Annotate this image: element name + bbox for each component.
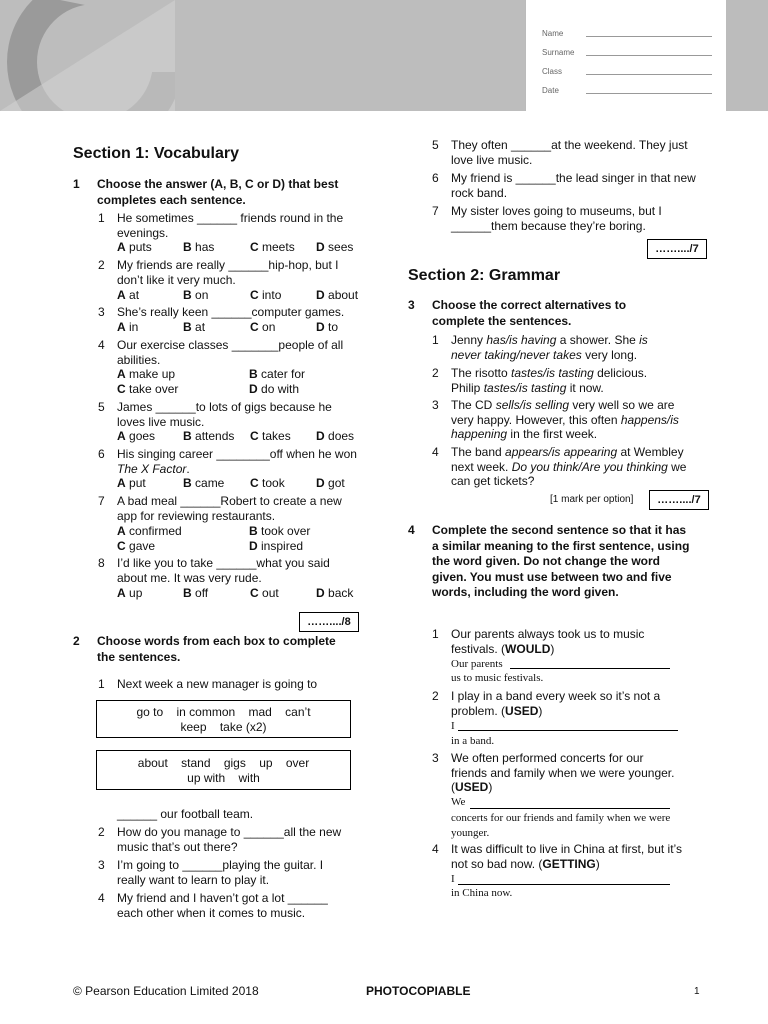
t4-item-1: 1 Our parents always took us to music festivals. (WOULD) xyxy=(432,627,645,656)
option-a[interactable]: goes xyxy=(129,429,156,443)
word-box-1-line-1: go to in common mad can’t xyxy=(136,705,311,719)
name-field[interactable] xyxy=(586,36,712,37)
item-number: 2 xyxy=(432,366,439,380)
task3-instruction: Choose the correct alternatives to complete the sentences. xyxy=(432,298,627,328)
task3-number: 3 xyxy=(408,298,415,312)
option-b[interactable]: off xyxy=(195,586,209,600)
t4-item-3-end: concerts for our friends and family when we were younger. xyxy=(451,812,671,839)
t2-item-3 xyxy=(98,858,363,888)
task2-number: 2 xyxy=(73,634,80,648)
item-text: I’d like you to take ______what you said about me. It was very rude. xyxy=(117,556,330,585)
item-number: 1 xyxy=(432,333,439,347)
item-text: My friends are really ______hip-hop, but I don’t like it very much. xyxy=(117,258,339,287)
t1-item-8 xyxy=(98,556,363,586)
task2-instruction: Choose words from each box to complete the sentences. xyxy=(97,634,336,664)
t3-item-4 xyxy=(432,445,702,491)
item-number: 6 xyxy=(98,447,105,461)
item-number: 2 xyxy=(98,825,105,839)
item-text: How do you manage to ______all the new music that’s out there? xyxy=(117,825,342,854)
item-number: 8 xyxy=(98,556,105,570)
t4-item-3-answer-line[interactable] xyxy=(470,797,670,809)
t2-item-7 xyxy=(432,204,702,234)
item-number: 3 xyxy=(98,858,105,872)
option-d[interactable]: got xyxy=(328,476,345,490)
option-a[interactable]: put xyxy=(129,476,146,490)
t4-item-3: 3 We often performed concerts for our friends and family when we were younger. (USED) xyxy=(432,751,675,794)
key-word: USED xyxy=(455,780,489,794)
t3-item-3 xyxy=(432,398,702,444)
item-text: They often ______at the weekend. They just love live music. xyxy=(451,138,688,167)
item-text: She’s really keen ______computer games. xyxy=(117,305,345,319)
item-text: Our exercise classes _______people of all abilities. xyxy=(117,338,344,367)
item-text-italic: The X Factor xyxy=(117,461,187,476)
task2-heading xyxy=(73,634,363,666)
item-text: Jenny xyxy=(451,333,487,347)
option-a[interactable]: in xyxy=(129,320,139,334)
item-number: 3 xyxy=(432,398,439,412)
alternative-choice[interactable]: tastes/is tasting xyxy=(511,366,594,380)
item-text: Our parents always took us to music festivals. xyxy=(451,627,645,656)
name-row xyxy=(542,29,712,38)
option-a[interactable]: confirmed xyxy=(129,524,182,538)
t2-item-5 xyxy=(432,138,702,168)
item-number: 7 xyxy=(98,494,105,508)
t1-item-3 xyxy=(98,305,363,321)
key-word: USED xyxy=(505,703,539,718)
item-text: it now. xyxy=(566,380,604,395)
option-d[interactable]: about xyxy=(328,288,359,302)
task1-instruction: Choose the answer (A, B, C or D) that best completes each sentence. xyxy=(97,177,339,207)
task4-instruction: Complete the second sentence so that it has a similar meaning to the first sentence, using the word given. Do not change the word given. You must use between two and five words, including the word given. xyxy=(432,523,690,599)
class-row xyxy=(542,67,712,76)
item-text: He sometimes ______ friends round in the evenings. xyxy=(117,211,344,240)
t3-item-1 xyxy=(432,333,702,363)
word-box-2 xyxy=(96,750,351,790)
item-number: 3 xyxy=(432,751,439,765)
item-number: 4 xyxy=(98,338,105,352)
item-number: 6 xyxy=(432,171,439,185)
t4-item-2-answer-line[interactable] xyxy=(458,719,678,731)
t1-item-7 xyxy=(98,494,363,524)
t4-item-3-start: We xyxy=(451,796,466,808)
item-text: The band xyxy=(451,445,506,459)
key-word: GETTING xyxy=(542,856,596,871)
item-text: The CD xyxy=(451,398,496,412)
option-c[interactable]: out xyxy=(262,586,279,600)
item-number: 5 xyxy=(98,400,105,414)
task1-heading xyxy=(73,177,363,209)
item-text: very well so we are very happy. However, this often xyxy=(451,398,675,427)
task1-number: 1 xyxy=(73,177,80,191)
section1-title: Section 1: Vocabulary xyxy=(73,145,239,162)
task4-heading xyxy=(408,523,708,618)
task3-score-box[interactable]: ……..../7 xyxy=(649,490,709,510)
alternative-choice[interactable]: has/is having xyxy=(486,333,557,347)
item-text: I play in a band every week so it’s not a problem. xyxy=(451,689,661,718)
surname-field[interactable] xyxy=(586,55,712,56)
t4-item-4-end: in China now. xyxy=(451,887,513,899)
item-text: My sister loves going to museums, but I ______them because they’re boring. xyxy=(451,204,662,233)
t2-item-1-end: ______ our football team. xyxy=(117,807,254,821)
word-box-1 xyxy=(96,700,351,738)
item-text: We often performed concerts for our friends and family when we were younger. xyxy=(451,751,675,780)
key-word: WOULD xyxy=(505,641,551,656)
option-c[interactable]: meets xyxy=(262,240,295,254)
option-b[interactable]: came xyxy=(195,476,225,490)
option-c[interactable]: took xyxy=(262,476,285,490)
alternative-choice[interactable]: tastes/is tasting xyxy=(483,380,567,395)
task4-number: 4 xyxy=(408,523,415,537)
item-text: My friend and I haven’t got a lot ______ each other when it comes to music. xyxy=(117,891,328,920)
mark-note: [1 mark per option] xyxy=(550,494,634,505)
item-number: 7 xyxy=(432,204,439,218)
t1-item-5 xyxy=(98,400,363,430)
item-text-end: . xyxy=(186,461,190,476)
task2-score-box[interactable]: ……..../7 xyxy=(647,239,707,259)
surname-row xyxy=(542,48,712,57)
alternative-choice[interactable]: appears/is appearing xyxy=(505,445,618,459)
option-a[interactable]: up xyxy=(129,586,143,600)
option-d[interactable]: to xyxy=(328,320,339,334)
item-text: His singing career ________off when he won xyxy=(117,447,357,461)
option-d[interactable]: inspired xyxy=(261,539,304,553)
option-c[interactable]: on xyxy=(262,320,276,334)
t1-item-1 xyxy=(98,211,363,241)
option-a[interactable]: at xyxy=(129,288,140,302)
date-field[interactable] xyxy=(586,93,712,94)
word-box-2-line-1: about stand gigs up over xyxy=(137,756,310,770)
item-text: James ______to lots of gigs because he loves live music. xyxy=(117,400,332,429)
item-number: 4 xyxy=(432,842,439,856)
t3-item-2 xyxy=(432,366,702,396)
task1-score-box[interactable]: ……..../8 xyxy=(299,612,359,632)
item-number: 1 xyxy=(98,211,105,225)
t4-item-1-answer-line[interactable] xyxy=(510,657,670,669)
item-text: in the first week. xyxy=(507,427,598,441)
name-label: Name xyxy=(542,29,564,38)
t2-item-6 xyxy=(432,171,702,201)
item-text: at Wembley next week. xyxy=(451,445,684,474)
item-text: The risotto xyxy=(451,366,512,380)
option-a[interactable]: puts xyxy=(129,240,152,254)
option-b[interactable]: on xyxy=(195,288,209,302)
footer-photocopiable: PHOTOCOPIABLE xyxy=(366,984,471,998)
option-d[interactable]: do with xyxy=(261,382,300,396)
option-c[interactable]: takes xyxy=(262,429,291,443)
item-text: My friend is ______the lead singer in that new rock band. xyxy=(451,171,696,200)
item-text: I’m going to ______playing the guitar. I really want to learn to play it. xyxy=(117,858,324,887)
task3-heading xyxy=(408,298,708,330)
t4-item-2: 2 I play in a band every week so it’s not a problem. (USED) xyxy=(432,689,661,718)
option-d[interactable]: sees xyxy=(328,240,354,254)
t1-item-6 xyxy=(98,447,363,477)
t4-item-2-end: in a band. xyxy=(451,735,495,747)
date-label: Date xyxy=(542,86,559,95)
t2-item-1-start xyxy=(98,677,363,693)
t1-item-2 xyxy=(98,258,363,288)
item-number: 3 xyxy=(98,305,105,319)
item-text: Next week a new manager is going to xyxy=(117,677,318,691)
student-info-box xyxy=(525,0,728,111)
alternative-choice[interactable]: happens/is happening xyxy=(451,412,679,441)
word-box-1-line-2: keep take (x2) xyxy=(180,719,267,734)
item-text: very long. xyxy=(581,347,638,362)
date-row xyxy=(542,86,712,95)
header-banner xyxy=(0,0,525,111)
item-number: 2 xyxy=(432,689,439,703)
item-text: a shower. She xyxy=(556,333,640,347)
t1-item-4 xyxy=(98,338,363,368)
g-logo-graphic xyxy=(0,0,525,111)
class-label: Class xyxy=(542,67,563,76)
option-b[interactable]: attends xyxy=(195,429,235,443)
item-text: A bad meal ______Robert to create a new app for reviewing restaurants. xyxy=(117,494,342,523)
item-number: 4 xyxy=(432,445,439,459)
option-d[interactable]: back xyxy=(328,586,354,600)
item-number: 2 xyxy=(98,258,105,272)
word-box-2-line-2: up with with xyxy=(187,770,260,785)
option-a[interactable]: make up xyxy=(129,367,176,381)
item-text: It was difficult to live in China at first, but it’s not so bad now. xyxy=(451,842,682,871)
option-b[interactable]: cater for xyxy=(261,367,306,381)
item-text: delicious. Philip xyxy=(451,366,648,395)
footer-copyright: © Pearson Education Limited 2018 xyxy=(73,984,259,998)
section2-title: Section 2: Grammar xyxy=(408,267,561,284)
item-text: we can get tickets? xyxy=(451,459,687,488)
item-number: 5 xyxy=(432,138,439,152)
t4-item-2-start: I xyxy=(451,720,455,732)
t4-item-1-start: Our parents xyxy=(451,658,503,670)
option-c[interactable]: gave xyxy=(129,539,156,553)
t4-item-4-start: I xyxy=(451,873,455,885)
option-b[interactable]: at xyxy=(195,320,206,334)
class-field[interactable] xyxy=(586,74,712,75)
header-banner-right xyxy=(726,0,768,111)
alternative-choice[interactable]: sells/is selling xyxy=(495,398,570,412)
t4-item-4-answer-line[interactable] xyxy=(458,873,670,885)
t4-item-1-end: us to music festivals. xyxy=(451,672,544,684)
t2-item-2 xyxy=(98,825,363,855)
option-b[interactable]: has xyxy=(195,240,215,254)
item-number: 1 xyxy=(432,627,439,641)
option-d[interactable]: does xyxy=(328,429,355,443)
alternative-choice[interactable]: is never taking/never takes xyxy=(451,333,648,362)
t2-item-4 xyxy=(98,891,363,921)
item-number: 4 xyxy=(98,891,105,905)
option-c[interactable]: take over xyxy=(129,382,179,396)
footer-page-number: 1 xyxy=(694,986,700,997)
alternative-choice[interactable]: Do you think/Are you thinking xyxy=(511,459,668,474)
option-c[interactable]: into xyxy=(262,288,282,302)
t4-item-4: 4 It was difficult to live in China at first, but it’s not so bad now. (GETTING) xyxy=(432,842,682,871)
item-number: 1 xyxy=(98,677,105,691)
option-b[interactable]: took over xyxy=(261,524,311,538)
surname-label: Surname xyxy=(542,48,575,57)
